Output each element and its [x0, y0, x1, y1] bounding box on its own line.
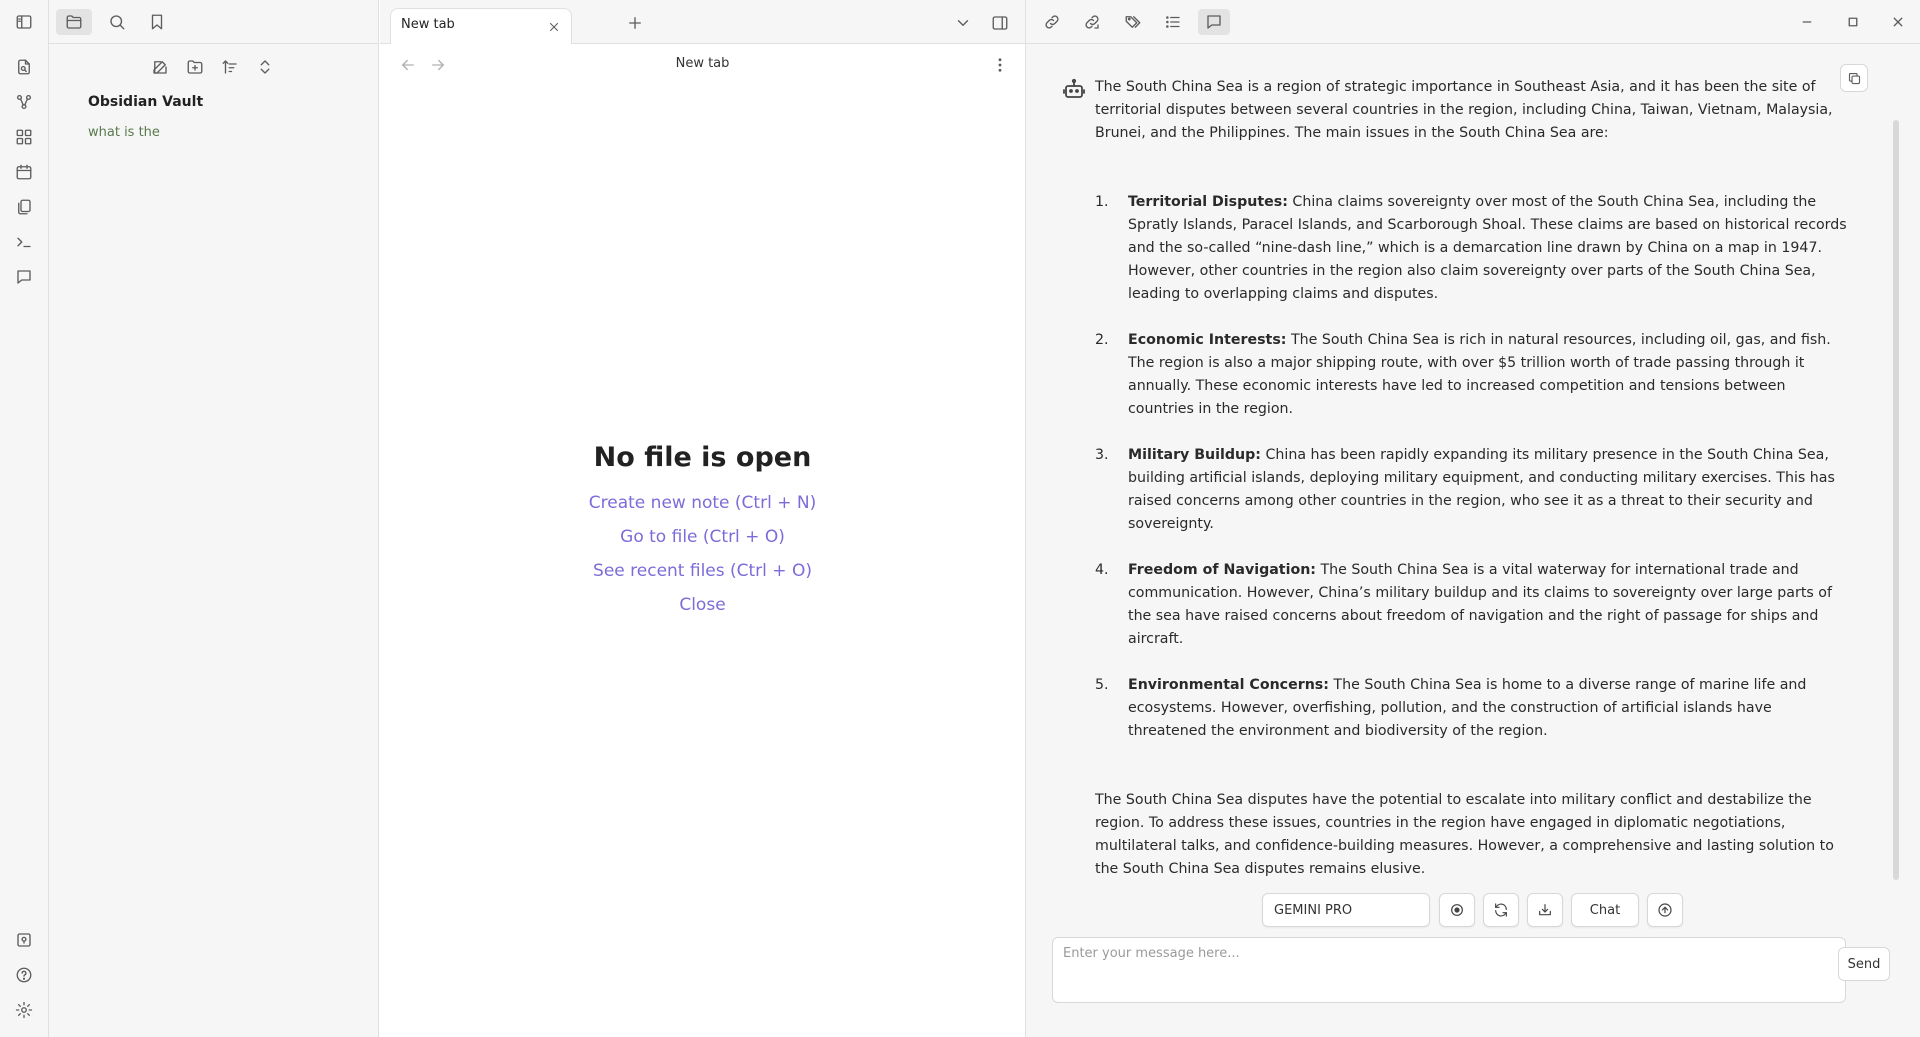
vault-name[interactable]: Obsidian Vault [88, 94, 204, 110]
list-number: 2. [1095, 332, 1109, 348]
create-new-note-link[interactable]: Create new note (Ctrl + N) [588, 493, 817, 513]
record-button[interactable] [1439, 893, 1475, 927]
chat-icon[interactable] [1198, 9, 1230, 35]
file-item[interactable]: what is the [88, 125, 160, 140]
list-item [1095, 329, 1852, 421]
sort-icon[interactable] [216, 54, 244, 80]
new-note-icon[interactable] [146, 54, 174, 80]
new-folder-icon[interactable] [181, 54, 209, 80]
outgoing-link-icon[interactable] [1076, 9, 1108, 35]
list-item-text: China has been rapidly expanding its military presence in the South China Sea, building artificial islands, deploying military equipment, and conducting military exercises. This has raised concerns among other countries in the region, who see it as a threat to their security and sovereignty. [1128, 447, 1835, 532]
left-sidebar [49, 0, 379, 1037]
open-vault-icon[interactable] [11, 927, 37, 953]
list-number: 1. [1095, 194, 1109, 210]
tab-bar [380, 0, 1025, 44]
list-number: 4. [1095, 562, 1109, 578]
tab-new-tab[interactable] [390, 8, 572, 44]
refresh-icon [1493, 902, 1509, 918]
list-item-label: Territorial Disputes: [1128, 194, 1288, 210]
list-item-text: The South China Sea is rich in natural resources, including oil, gas, and fish. The region is also a major shipping route, with over $5 trillion worth of trade passing through it annually. These economic interests have led to increased competition and tensions between countries in the region. [1128, 332, 1831, 417]
collapse-all-icon[interactable] [251, 54, 279, 80]
message-intro: The South China Sea is a region of strategic importance in Southeast Asia, and it has been the site of territorial disputes between several countries in the region, including China, Taiwan, Vietnam, Malaysia, Brunei, and the Philippines. The main issues in the South China Sea are: [1095, 79, 1833, 141]
message-input[interactable] [1052, 937, 1846, 1003]
chevron-down-icon[interactable] [950, 10, 976, 36]
go-to-file-link[interactable]: Go to file (Ctrl + O) [620, 527, 785, 547]
list-item [1095, 559, 1852, 651]
list-number: 5. [1095, 677, 1109, 693]
canvas-icon[interactable] [11, 124, 37, 150]
model-select-value: GEMINI PRO [1274, 902, 1353, 918]
list-item-label: Freedom of Navigation: [1128, 562, 1316, 578]
file-nav-actions [49, 54, 379, 80]
list-item [1095, 674, 1852, 743]
mode-select[interactable] [1571, 893, 1639, 927]
search-icon[interactable] [99, 9, 135, 35]
maximize-icon[interactable] [1837, 9, 1869, 35]
close-icon[interactable] [543, 16, 565, 38]
list-number: 3. [1095, 447, 1109, 463]
open-quick-switcher-icon[interactable] [11, 54, 37, 80]
upload-icon [1657, 902, 1673, 918]
chat-message [1095, 76, 1852, 881]
tab-title: New tab [401, 17, 455, 32]
chat-toolbar [1026, 893, 1920, 927]
daily-note-icon[interactable] [11, 159, 37, 185]
see-recent-files-link[interactable]: See recent files (Ctrl + O) [593, 561, 812, 581]
sidebar-tab-header [49, 0, 379, 44]
download-icon [1537, 902, 1553, 918]
link-icon[interactable] [1036, 9, 1068, 35]
save-chat-button[interactable] [1527, 893, 1563, 927]
list-item [1095, 191, 1852, 306]
main-view [380, 44, 1025, 1037]
chat-icon[interactable] [11, 264, 37, 290]
empty-state [380, 442, 1025, 629]
plus-icon[interactable] [622, 10, 648, 36]
command-palette-icon[interactable] [11, 229, 37, 255]
upload-button[interactable] [1647, 893, 1683, 927]
templates-icon[interactable] [11, 194, 37, 220]
list-item-text: The South China Sea is a vital waterway for international trade and communication. However, China’s military buildup and its claims to sovereignty over large parts of the sea have raised concerns about freedom of navigation and the right of passage for ships and aircraft. [1128, 562, 1832, 647]
model-select[interactable] [1262, 893, 1430, 927]
message-conclusion: The South China Sea disputes have the potential to escalate into military conflict and destabilize the region. To address these issues, countries in the region have engaged in diplomatic negotiations, multilateral talks, and confidence-building measures. However, a comprehensive and lasting solution to the South China Sea disputes remains elusive. [1095, 792, 1834, 877]
send-button[interactable]: Send [1838, 947, 1890, 981]
minimize-icon[interactable] [1791, 9, 1823, 35]
list-item-label: Economic Interests: [1128, 332, 1287, 348]
chat-panel [1025, 44, 1920, 1037]
settings-icon[interactable] [11, 997, 37, 1023]
list-item-label: Military Buildup: [1128, 447, 1261, 463]
graph-view-icon[interactable] [11, 89, 37, 115]
toggle-left-sidebar-icon[interactable] [11, 9, 37, 35]
ribbon [0, 0, 49, 1037]
bookmarks-icon[interactable] [139, 9, 175, 35]
close-link[interactable]: Close [679, 595, 726, 615]
outline-icon[interactable] [1157, 9, 1189, 35]
empty-state-title: No file is open [593, 442, 812, 473]
more-options-icon[interactable] [988, 54, 1012, 76]
window-close-icon[interactable] [1882, 9, 1914, 35]
mode-select-value: Chat [1589, 902, 1621, 918]
right-sidebar-header [1025, 0, 1920, 44]
list-item-label: Environmental Concerns: [1128, 677, 1329, 693]
list-item-text: China claims sovereignty over most of the South China Sea, including the Spratly Islands, Paracel Islands, and Scarborough Shoal. These claims are based on historical records and the so-called “nine-dash line,” which is a demarcation line drawn by China on a map in 1947. However, other countries in the region also claim sovereignty over parts of the South China Sea, leading to overlapping claims and disputes. [1128, 194, 1847, 302]
bot-icon [1061, 76, 1087, 102]
help-icon[interactable] [11, 962, 37, 988]
message-list [1095, 191, 1852, 743]
list-item-text: The South China Sea is home to a diverse range of marine life and ecosystems. However, overfishing, pollution, and the construction of artificial islands have threatened the environment and biodiversity of the region. [1128, 677, 1807, 739]
list-item [1095, 444, 1852, 536]
files-icon[interactable] [56, 9, 92, 35]
record-icon [1449, 902, 1465, 918]
toggle-right-sidebar-icon[interactable] [986, 10, 1014, 36]
tags-icon[interactable] [1117, 9, 1149, 35]
scrollbar[interactable] [1893, 120, 1899, 880]
refresh-button[interactable] [1483, 893, 1519, 927]
view-header-title: New tab [675, 56, 730, 71]
